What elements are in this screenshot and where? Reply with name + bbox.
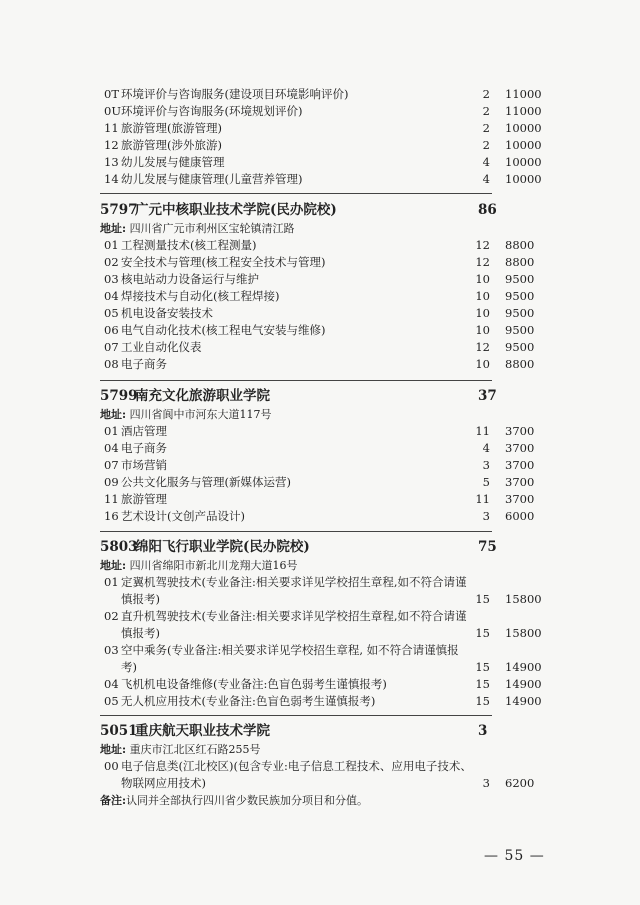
table-row <box>100 356 540 373</box>
institution-total: 75 <box>478 539 497 555</box>
plan-count: 12 <box>475 238 490 252</box>
plan-count: 15 <box>475 626 490 640</box>
major-code: 04 <box>104 289 119 303</box>
major-name-continued: 考) <box>121 660 137 674</box>
section-divider <box>100 715 492 716</box>
major-name: 电子信息类(江北校区)(包含专业:电子信息工程技术、应用电子技术、 <box>121 759 472 773</box>
address-label: 地址: <box>100 743 127 756</box>
institution-5799 <box>100 386 540 525</box>
table-row <box>100 574 540 591</box>
major-name: 安全技术与管理(核工程安全技术与管理) <box>121 255 326 269</box>
major-code: 12 <box>104 138 119 152</box>
table-row <box>100 423 540 440</box>
top-rows <box>100 86 540 188</box>
table-row <box>100 508 540 525</box>
tuition-fee: 14900 <box>505 694 542 708</box>
plan-count: 2 <box>482 104 490 118</box>
tuition-fee: 3700 <box>505 424 535 438</box>
institution-name: 重庆航天职业技术学院 <box>135 723 270 739</box>
tuition-fee: 14900 <box>505 677 542 691</box>
table-row-continuation <box>100 591 540 608</box>
institution-header <box>100 386 540 406</box>
institution-code: 5799 <box>100 388 138 404</box>
major-code: 07 <box>104 340 119 354</box>
table-row-continuation <box>100 775 540 792</box>
section-divider <box>100 380 492 381</box>
major-code: 02 <box>104 255 119 269</box>
institution-address <box>100 406 540 423</box>
tuition-fee: 3700 <box>505 441 535 455</box>
plan-count: 11 <box>475 492 490 506</box>
address-text: 重庆市江北区红石路255号 <box>129 743 261 756</box>
major-name: 焊接技术与自动化(核工程焊接) <box>121 289 280 303</box>
table-row <box>100 288 540 305</box>
major-code: 05 <box>104 694 119 708</box>
plan-count: 4 <box>482 441 490 455</box>
major-code: 01 <box>104 575 119 589</box>
institution-total: 37 <box>478 388 497 404</box>
tuition-fee: 14900 <box>505 660 542 674</box>
major-code: 07 <box>104 458 119 472</box>
major-code: 14 <box>104 172 119 186</box>
table-row <box>100 322 540 339</box>
plan-count: 4 <box>482 155 490 169</box>
table-row <box>100 103 540 120</box>
plan-count: 12 <box>475 255 490 269</box>
major-name: 幼儿发展与健康管理 <box>121 155 225 169</box>
major-name: 旅游管理(旅游管理) <box>121 121 222 135</box>
remark-text: 认同并全部执行四川省少数民族加分项目和分值。 <box>126 794 369 807</box>
major-code: 04 <box>104 677 119 691</box>
institution-total: 3 <box>478 723 488 739</box>
tuition-fee: 6000 <box>505 509 535 523</box>
table-row-continuation <box>100 625 540 642</box>
institution-header <box>100 537 540 557</box>
plan-count: 2 <box>482 121 490 135</box>
tuition-fee: 8800 <box>505 357 535 371</box>
tuition-fee: 8800 <box>505 238 535 252</box>
institution-5803 <box>100 537 540 710</box>
institution-name: 绵阳飞行职业学院(民办院校) <box>135 539 310 555</box>
plan-count: 3 <box>482 776 490 790</box>
institution-header <box>100 200 540 220</box>
plan-count: 2 <box>482 87 490 101</box>
tuition-fee: 3700 <box>505 475 535 489</box>
table-row <box>100 305 540 322</box>
plan-count: 10 <box>475 306 490 320</box>
tuition-fee: 6200 <box>505 776 535 790</box>
institution-code: 5051 <box>100 723 138 739</box>
institution-name: 南充文化旅游职业学院 <box>135 388 270 404</box>
plan-count: 4 <box>482 172 490 186</box>
major-name: 电子商务 <box>121 441 167 455</box>
table-row <box>100 137 540 154</box>
institution-5797 <box>100 200 540 373</box>
table-row <box>100 676 540 693</box>
major-name: 旅游管理(涉外旅游) <box>121 138 222 152</box>
major-name: 市场营销 <box>121 458 167 472</box>
table-row <box>100 237 540 254</box>
tuition-fee: 11000 <box>505 87 542 101</box>
institution-5051 <box>100 721 540 809</box>
table-row <box>100 154 540 171</box>
tuition-fee: 8800 <box>505 255 535 269</box>
plan-count: 15 <box>475 694 490 708</box>
plan-count: 10 <box>475 289 490 303</box>
remark <box>100 792 540 809</box>
institution-code: 5797 <box>100 202 138 218</box>
table-row <box>100 608 540 625</box>
institution-address <box>100 220 540 237</box>
tuition-fee: 10000 <box>505 138 542 152</box>
page-number: — 55 — <box>484 848 545 864</box>
institution-header <box>100 721 540 741</box>
section-divider <box>100 531 492 532</box>
plan-count: 3 <box>482 509 490 523</box>
major-code: 13 <box>104 155 119 169</box>
address-text: 四川省广元市利州区宝轮镇清江路 <box>129 222 295 235</box>
institution-code: 5803 <box>100 539 138 555</box>
table-row <box>100 120 540 137</box>
major-name: 艺术设计(文创产品设计) <box>121 509 245 523</box>
tuition-fee: 9500 <box>505 306 535 320</box>
major-code: 03 <box>104 643 119 657</box>
major-name-continued: 慎报考) <box>121 626 160 640</box>
major-code: 08 <box>104 357 119 371</box>
address-label: 地址: <box>100 222 127 235</box>
major-name: 环境评价与咨询服务(建设项目环境影响评价) <box>121 87 349 101</box>
major-code: 01 <box>104 238 119 252</box>
major-name: 公共文化服务与管理(新媒体运营) <box>121 475 291 489</box>
table-row <box>100 86 540 103</box>
major-code: 02 <box>104 609 119 623</box>
major-name: 电子商务 <box>121 357 167 371</box>
major-name: 旅游管理 <box>121 492 167 506</box>
major-name: 无人机应用技术(专业备注:色盲色弱考生谨慎报考) <box>121 694 376 708</box>
plan-count: 15 <box>475 592 490 606</box>
table-row <box>100 339 540 356</box>
table-row <box>100 457 540 474</box>
tuition-fee: 15800 <box>505 592 542 606</box>
major-code: 00 <box>104 759 119 773</box>
major-name: 环境评价与咨询服务(环境规划评价) <box>121 104 303 118</box>
section-divider <box>100 193 492 194</box>
plan-count: 10 <box>475 357 490 371</box>
major-name-continued: 慎报考) <box>121 592 160 606</box>
address-text: 四川省阆中市河东大道117号 <box>129 408 272 421</box>
tuition-fee: 10000 <box>505 155 542 169</box>
table-row-continuation <box>100 659 540 676</box>
plan-count: 5 <box>482 475 490 489</box>
institution-address <box>100 557 540 574</box>
major-name: 空中乘务(专业备注:相关要求详见学校招生章程, 如不符合请谨慎报 <box>121 643 459 657</box>
major-name: 酒店管理 <box>121 424 167 438</box>
major-code: 01 <box>104 424 119 438</box>
major-name: 机电设备安装技术 <box>121 306 213 320</box>
major-name: 工程测量技术(核工程测量) <box>121 238 257 252</box>
plan-count: 11 <box>475 424 490 438</box>
tuition-fee: 9500 <box>505 323 535 337</box>
plan-count: 12 <box>475 340 490 354</box>
major-name: 核电站动力设备运行与维护 <box>121 272 259 286</box>
plan-count: 2 <box>482 138 490 152</box>
major-code: 16 <box>104 509 119 523</box>
table-row <box>100 271 540 288</box>
institution-address <box>100 741 540 758</box>
tuition-fee: 3700 <box>505 492 535 506</box>
major-code: 06 <box>104 323 119 337</box>
major-code: 0U <box>104 104 122 118</box>
tuition-fee: 9500 <box>505 289 535 303</box>
major-name: 电气自动化技术(核工程电气安装与维修) <box>121 323 326 337</box>
table-row <box>100 254 540 271</box>
tuition-fee: 15800 <box>505 626 542 640</box>
institution-total: 86 <box>478 202 497 218</box>
tuition-fee: 10000 <box>505 172 542 186</box>
tuition-fee: 11000 <box>505 104 542 118</box>
table-row <box>100 758 540 775</box>
address-label: 地址: <box>100 559 127 572</box>
table-row <box>100 491 540 508</box>
table-row <box>100 171 540 188</box>
major-name: 直升机驾驶技术(专业备注:相关要求详见学校招生章程,如不符合请谨 <box>121 609 467 623</box>
major-code: 05 <box>104 306 119 320</box>
major-name: 幼儿发展与健康管理(儿童营养管理) <box>121 172 303 186</box>
table-row <box>100 440 540 457</box>
major-code: 04 <box>104 441 119 455</box>
major-code: 11 <box>104 121 119 135</box>
plan-count: 3 <box>482 458 490 472</box>
address-text: 四川省绵阳市新北川龙翔大道16号 <box>129 559 298 572</box>
plan-count: 15 <box>475 660 490 674</box>
tuition-fee: 10000 <box>505 121 542 135</box>
tuition-fee: 9500 <box>505 272 535 286</box>
institution-name: 广元中核职业技术学院(民办院校) <box>135 202 337 218</box>
major-code: 03 <box>104 272 119 286</box>
table-row <box>100 474 540 491</box>
table-row <box>100 642 540 659</box>
major-name-continued: 物联网应用技术) <box>121 776 206 790</box>
remark-label: 备注: <box>100 794 127 807</box>
major-name: 定翼机驾驶技术(专业备注:相关要求详见学校招生章程,如不符合请谨 <box>121 575 467 589</box>
table-row <box>100 693 540 710</box>
plan-count: 15 <box>475 677 490 691</box>
plan-count: 10 <box>475 323 490 337</box>
major-code: 11 <box>104 492 119 506</box>
major-code: 0T <box>104 87 119 101</box>
tuition-fee: 3700 <box>505 458 535 472</box>
major-code: 09 <box>104 475 119 489</box>
tuition-fee: 9500 <box>505 340 535 354</box>
plan-count: 10 <box>475 272 490 286</box>
major-name: 工业自动化仪表 <box>121 340 202 354</box>
major-name: 飞机机电设备维修(专业备注:色盲色弱考生谨慎报考) <box>121 677 387 691</box>
address-label: 地址: <box>100 408 127 421</box>
